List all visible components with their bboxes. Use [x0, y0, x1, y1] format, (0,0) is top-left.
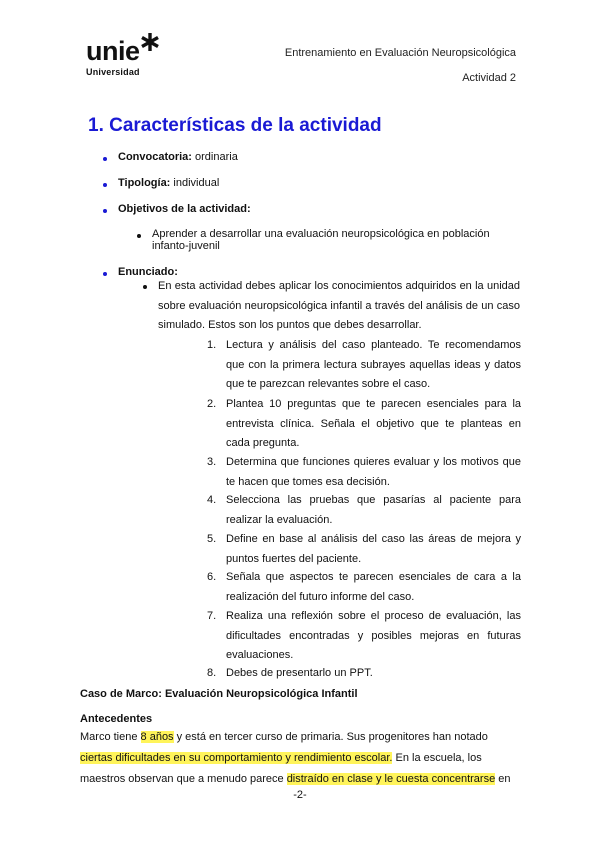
case-text: Marco tiene: [80, 731, 141, 743]
step-number: 1.: [207, 339, 217, 351]
bullet-icon: [103, 272, 107, 276]
antecedentes-heading: Antecedentes: [80, 713, 153, 725]
detail-objetivos: [118, 203, 251, 216]
header-course-title: Entrenamiento en Evaluación Neuropsicológica: [284, 47, 516, 59]
step-text: Señala que aspectos te parecen esenciales de cara a la realización del futuro informe del caso.: [226, 571, 521, 603]
case-text: En la escuela, los: [392, 752, 482, 764]
case-text: en: [495, 773, 511, 785]
header-activity-label: Actividad 2: [462, 72, 516, 84]
statement-intro: En esta actividad debes aplicar los conocimientos adquiridos en la unidad sobre evaluación neuropsicológica infantil a través del análisis de un caso simulado. Estos son los puntos que debes desarrollar.: [158, 280, 520, 331]
detail-value: ordinaria: [191, 151, 238, 163]
section-title: 1. Características de la actividad: [88, 115, 382, 136]
case-line: [80, 748, 520, 769]
case-text: maestros observan que a menudo parece: [80, 773, 287, 785]
detail-tipologia: [118, 177, 219, 190]
case-title: Caso de Marco: Evaluación Neuropsicológica Infantil: [80, 688, 358, 700]
asterisk-logo-icon: [140, 32, 160, 52]
step-number: 7.: [207, 610, 217, 622]
bullet-icon: [103, 157, 107, 161]
sub-bullet-icon: [137, 234, 141, 238]
university-logo: [86, 36, 166, 82]
step-text: Debes de presentarlo un PPT.: [226, 667, 373, 679]
highlight: distraído en clase y le cuesta concentrarse: [286, 773, 496, 785]
step-number: 3.: [207, 456, 217, 468]
step-text: Realiza una reflexión sobre el proceso de evaluación, las dificultades encontradas y posibles mejoras en futuras evaluaciones.: [226, 610, 521, 661]
page-number: -2-: [293, 789, 307, 801]
step-text: Define en base al análisis del caso las áreas de mejora y puntos fuertes del paciente.: [226, 533, 521, 565]
sub-bullet-icon: [143, 285, 147, 289]
case-line: [80, 769, 520, 790]
highlight: 8 años: [140, 731, 174, 743]
objective-text: Aprender a desarrollar una evaluación neuropsicológica en población infanto-juvenil: [152, 228, 490, 252]
step-number: 4.: [207, 494, 217, 506]
detail-label: Tipología:: [118, 177, 171, 189]
step-text: Determina que funciones quieres evaluar y los motivos que te hacen que tomes esa decisión.: [226, 456, 521, 488]
step-text: Plantea 10 preguntas que te parecen esenciales para la entrevista clínica. Señala el objetivo que te planteas en cada pregunta.: [226, 398, 521, 449]
bullet-icon: [103, 183, 107, 187]
bullet-icon: [103, 209, 107, 213]
statement-label-text: Enunciado:: [118, 266, 178, 278]
step-text: Lectura y análisis del caso planteado. Te recomendamos que con la primera lectura subrayes aquellas ideas y datos que te parezcan relevantes sobre el caso.: [226, 339, 521, 390]
detail-label: Objetivos de la actividad:: [118, 203, 251, 215]
detail-label: Convocatoria:: [118, 151, 192, 163]
step-number: 8.: [207, 667, 217, 679]
case-line: [80, 727, 520, 748]
step-number: 2.: [207, 398, 217, 410]
logo-wordmark: unie: [86, 36, 140, 66]
logo-subtitle: Universidad: [86, 67, 140, 77]
step-text: Selecciona las pruebas que pasarías al paciente para realizar la evaluación.: [226, 494, 521, 526]
case-text: y está en tercer curso de primaria. Sus progenitores han notado: [173, 731, 488, 743]
detail-value: individual: [170, 177, 220, 189]
detail-convocatoria: [118, 151, 238, 164]
step-number: 5.: [207, 533, 217, 545]
case-paragraph: [80, 727, 520, 790]
highlight: ciertas dificultades en su comportamiento y rendimiento escolar.: [80, 752, 393, 764]
step-number: 6.: [207, 571, 217, 583]
